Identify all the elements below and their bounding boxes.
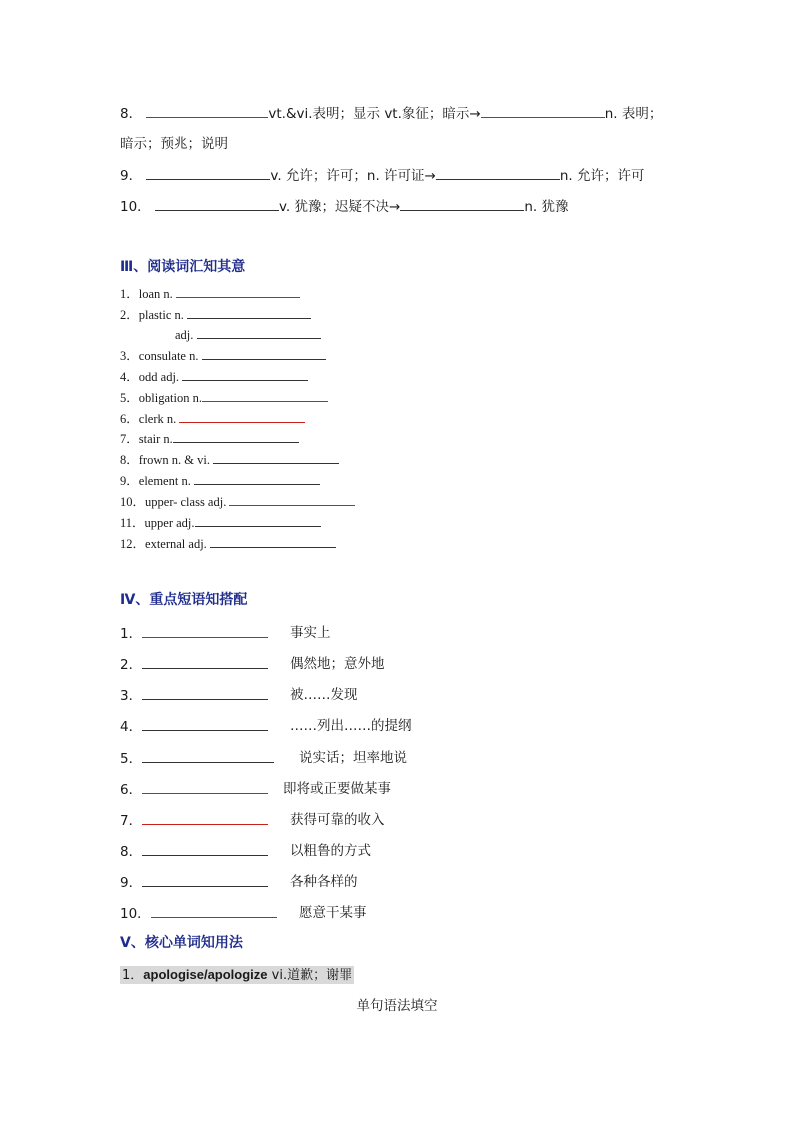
core-word-item-1: 1．apologise/apologize vi.道歉；谢罪	[122, 967, 353, 983]
answer-blank[interactable]	[229, 494, 355, 506]
phrase-item-3: 3．	[120, 686, 268, 705]
section-4-heading: Ⅳ、重点短语知搭配	[120, 592, 248, 608]
phrase-meaning-1: 事实上	[290, 625, 331, 641]
phrase-meaning-4: ……列出……的提纲	[290, 718, 412, 734]
reading-item-10: 10．upper- class adj.	[120, 494, 355, 510]
item-definition-2: n. 表明；	[604, 106, 663, 122]
phrase-item-5: 5．	[120, 749, 274, 768]
answer-blank[interactable]	[146, 104, 268, 118]
answer-blank[interactable]	[142, 749, 274, 763]
answer-blank[interactable]	[179, 411, 305, 423]
reading-item-1: 1．loan n.	[120, 286, 300, 302]
answer-blank[interactable]	[481, 104, 605, 118]
answer-blank[interactable]	[155, 197, 279, 211]
vocab-item-9	[120, 166, 645, 185]
item-definition-2: n. 犹豫	[524, 199, 569, 215]
item-definition-2: n. 允许；许可	[559, 168, 645, 184]
answer-blank[interactable]	[142, 811, 268, 825]
answer-blank[interactable]	[400, 197, 524, 211]
answer-blank[interactable]	[146, 166, 270, 180]
reading-item-2: 2．plastic n.	[120, 307, 311, 323]
reading-item-12: 12．external adj.	[120, 536, 336, 552]
answer-blank[interactable]	[142, 624, 268, 638]
answer-blank[interactable]	[213, 452, 339, 464]
answer-blank[interactable]	[176, 286, 300, 298]
answer-blank[interactable]	[210, 536, 336, 548]
phrase-item-2: 2．	[120, 655, 268, 674]
phrase-meaning-5: 说实话；坦率地说	[299, 750, 407, 766]
section-3-heading: Ⅲ、阅读词汇知其意	[120, 259, 246, 275]
answer-blank[interactable]	[142, 842, 268, 856]
item-number: 8．	[120, 106, 143, 122]
answer-blank[interactable]	[436, 166, 560, 180]
reading-item-7: 7．stair n.	[120, 431, 299, 447]
phrase-meaning-7: 获得可靠的收入	[290, 812, 385, 828]
answer-blank[interactable]	[142, 717, 268, 731]
answer-blank[interactable]	[187, 307, 311, 319]
phrase-meaning-10: 愿意干某事	[299, 905, 367, 921]
answer-blank[interactable]	[202, 348, 326, 360]
phrase-item-9: 9．	[120, 873, 268, 892]
reading-item-5: 5．obligation n.	[120, 390, 328, 406]
item-definition: vt.&vi.表明；显示 vt.象征；暗示→	[268, 106, 481, 122]
reading-item-8: 8．frown n. & vi.	[120, 452, 339, 468]
phrase-meaning-3: 被……发现	[290, 687, 358, 703]
core-word-definition: vi.道歉；谢罪	[267, 968, 353, 983]
reading-item-4: 4．odd adj.	[120, 369, 308, 385]
answer-blank[interactable]	[194, 473, 320, 485]
answer-blank[interactable]	[195, 515, 321, 527]
exercise-subtitle: 单句语法填空	[356, 998, 438, 1014]
item-number: 9．	[120, 168, 143, 184]
reading-item-6: 6．clerk n.	[120, 411, 305, 427]
answer-blank[interactable]	[151, 904, 277, 918]
phrase-item-7: 7．	[120, 811, 268, 830]
vocab-item-8	[120, 104, 662, 123]
phrase-item-8: 8．	[120, 842, 268, 861]
reading-item-11: 11．upper adj.	[120, 515, 321, 531]
reading-item-2-adj: adj.	[175, 327, 321, 343]
answer-blank[interactable]	[142, 655, 268, 669]
answer-blank[interactable]	[182, 369, 308, 381]
vocab-item-10	[120, 197, 568, 216]
phrase-item-4: 4．	[120, 717, 268, 736]
phrase-meaning-9: 各种各样的	[290, 874, 358, 890]
answer-blank[interactable]	[197, 327, 321, 339]
item-number: 10．	[120, 199, 151, 215]
item-definition: v. 犹豫；迟疑不决→	[278, 199, 401, 215]
reading-item-9: 9．element n.	[120, 473, 320, 489]
answer-blank[interactable]	[202, 390, 328, 402]
phrase-item-6: 6．	[120, 780, 268, 799]
answer-blank[interactable]	[142, 873, 268, 887]
answer-blank[interactable]	[142, 686, 268, 700]
vocab-item-8-continued: 暗示；预兆；说明	[120, 136, 228, 152]
item-definition: v. 允许；许可；n. 许可证→	[270, 168, 436, 184]
phrase-meaning-8: 以粗鲁的方式	[290, 843, 371, 859]
phrase-item-10: 10．	[120, 904, 277, 923]
reading-item-3: 3．consulate n.	[120, 348, 326, 364]
phrase-meaning-6: 即将或正要做某事	[283, 781, 391, 797]
core-word: apologise/apologize	[143, 967, 268, 982]
phrase-meaning-2: 偶然地；意外地	[290, 656, 385, 672]
answer-blank[interactable]	[142, 780, 268, 794]
phrase-item-1: 1．	[120, 624, 268, 643]
section-5-heading: Ⅴ、核心单词知用法	[120, 935, 243, 951]
answer-blank[interactable]	[173, 431, 299, 443]
